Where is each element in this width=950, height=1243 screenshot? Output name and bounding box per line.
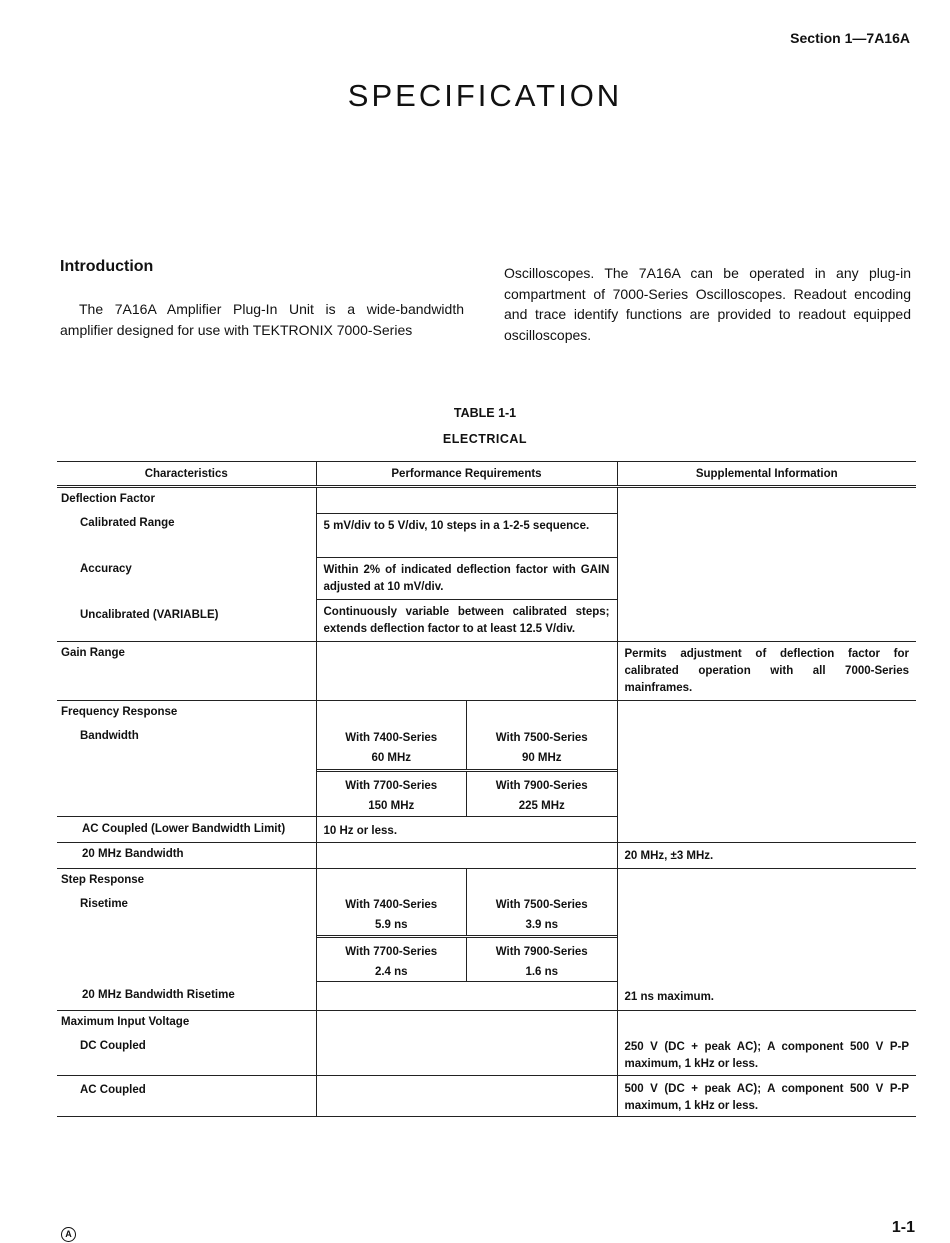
series-value: 1.6 ns	[525, 966, 559, 978]
series-value: 5.9 ns	[374, 919, 408, 931]
supplemental-text: 21 ns maximum.	[624, 991, 714, 1003]
characteristic-label: Bandwidth	[80, 730, 139, 742]
performance-text: 5 mV/div to 5 V/div, 10 steps in a 1-2-5 sequence.	[323, 520, 590, 532]
table-row-deflection-factor	[57, 487, 916, 642]
series-label: With 7500-Series	[495, 732, 588, 744]
section-label: Section 1—7A16A	[790, 30, 910, 46]
performance-text: 10 Hz or less.	[323, 825, 398, 837]
series-value: 90 MHz	[521, 752, 562, 764]
characteristic-label: 20 MHz Bandwidth	[82, 848, 184, 860]
column-header-supplemental: Supplemental Information	[617, 462, 916, 487]
group-title: Frequency Response	[61, 706, 178, 718]
characteristic-label: AC Coupled (Lower Bandwidth Limit)	[82, 823, 286, 835]
series-label: With 7500-Series	[495, 899, 588, 911]
table-row-20mhz-risetime	[57, 983, 916, 1011]
series-value: 3.9 ns	[525, 919, 559, 931]
series-label: With 7700-Series	[345, 946, 438, 958]
table-row-frequency-response	[57, 701, 916, 817]
table-number: TABLE 1-1	[453, 406, 517, 420]
table-title: ELECTRICAL	[442, 432, 528, 446]
table-row-ac-coupled	[57, 1076, 916, 1117]
introduction-heading: Introduction	[60, 258, 154, 275]
column-header-characteristics: Characteristics	[57, 462, 316, 487]
series-value: 225 MHz	[518, 800, 565, 812]
table-row-gain-range	[57, 642, 916, 701]
characteristic-label: Risetime	[80, 898, 128, 910]
series-label: With 7700-Series	[345, 780, 438, 792]
supplemental-text: 250 V (DC + peak AC); A component 500 V P-P maximum, 1 kHz or less.	[624, 1041, 909, 1070]
series-label: With 7400-Series	[345, 899, 438, 911]
supplemental-text: 500 V (DC + peak AC); A component 500 V P-P maximum, 1 kHz or less.	[624, 1083, 909, 1112]
introduction-paragraph-left: The 7A16A Amplifier Plug-In Unit is a wide-bandwidth amplifier designed for use with TEKTRONIX 7000-Series	[60, 301, 464, 338]
characteristic-label: DC Coupled	[80, 1040, 146, 1052]
series-label: With 7400-Series	[345, 732, 438, 744]
table-row-max-input-voltage	[57, 1011, 916, 1076]
characteristic-label: Gain Range	[61, 647, 125, 659]
series-value: 2.4 ns	[374, 966, 408, 978]
characteristic-label: 20 MHz Bandwidth Risetime	[82, 989, 235, 1001]
series-value: 60 MHz	[371, 752, 412, 764]
publisher-mark: A	[61, 1227, 76, 1242]
characteristic-label: Uncalibrated (VARIABLE)	[80, 609, 219, 621]
series-label: With 7900-Series	[495, 946, 588, 958]
performance-text: Continuously variable between calibrated steps; extends deflection factor to at least 12.5 V/div.	[323, 606, 610, 635]
supplemental-text: 20 MHz, ±3 MHz.	[624, 850, 714, 862]
performance-text: Within 2% of indicated deflection factor with GAIN adjusted at 10 mV/div.	[323, 564, 610, 593]
group-title: Step Response	[61, 874, 145, 886]
column-header-performance: Performance Requirements	[316, 462, 617, 487]
series-value: 150 MHz	[368, 800, 415, 812]
electrical-spec-table	[57, 461, 916, 1117]
page-title: SPECIFICATION	[347, 78, 623, 113]
introduction-paragraph-right: Oscilloscopes. The 7A16A can be operated in any plug-in compartment of 7000-Series Oscilloscopes. Readout encoding and trace identify functions are provided to readout equipped oscilloscopes.	[504, 265, 911, 343]
table-row-step-response	[57, 869, 916, 984]
group-title: Deflection Factor	[61, 493, 155, 505]
table-row-20mhz-bandwidth	[57, 843, 916, 869]
table-header-row	[57, 462, 916, 487]
supplemental-text: Permits adjustment of deflection factor for calibrated operation with all 7000-Series mainframes.	[624, 648, 909, 694]
series-label: With 7900-Series	[495, 780, 588, 792]
characteristic-label: Calibrated Range	[80, 517, 175, 529]
page-number: 1-1	[891, 1219, 915, 1236]
group-title: Maximum Input Voltage	[61, 1016, 190, 1028]
characteristic-label: AC Coupled	[80, 1084, 146, 1096]
characteristic-label: Accuracy	[80, 563, 132, 575]
